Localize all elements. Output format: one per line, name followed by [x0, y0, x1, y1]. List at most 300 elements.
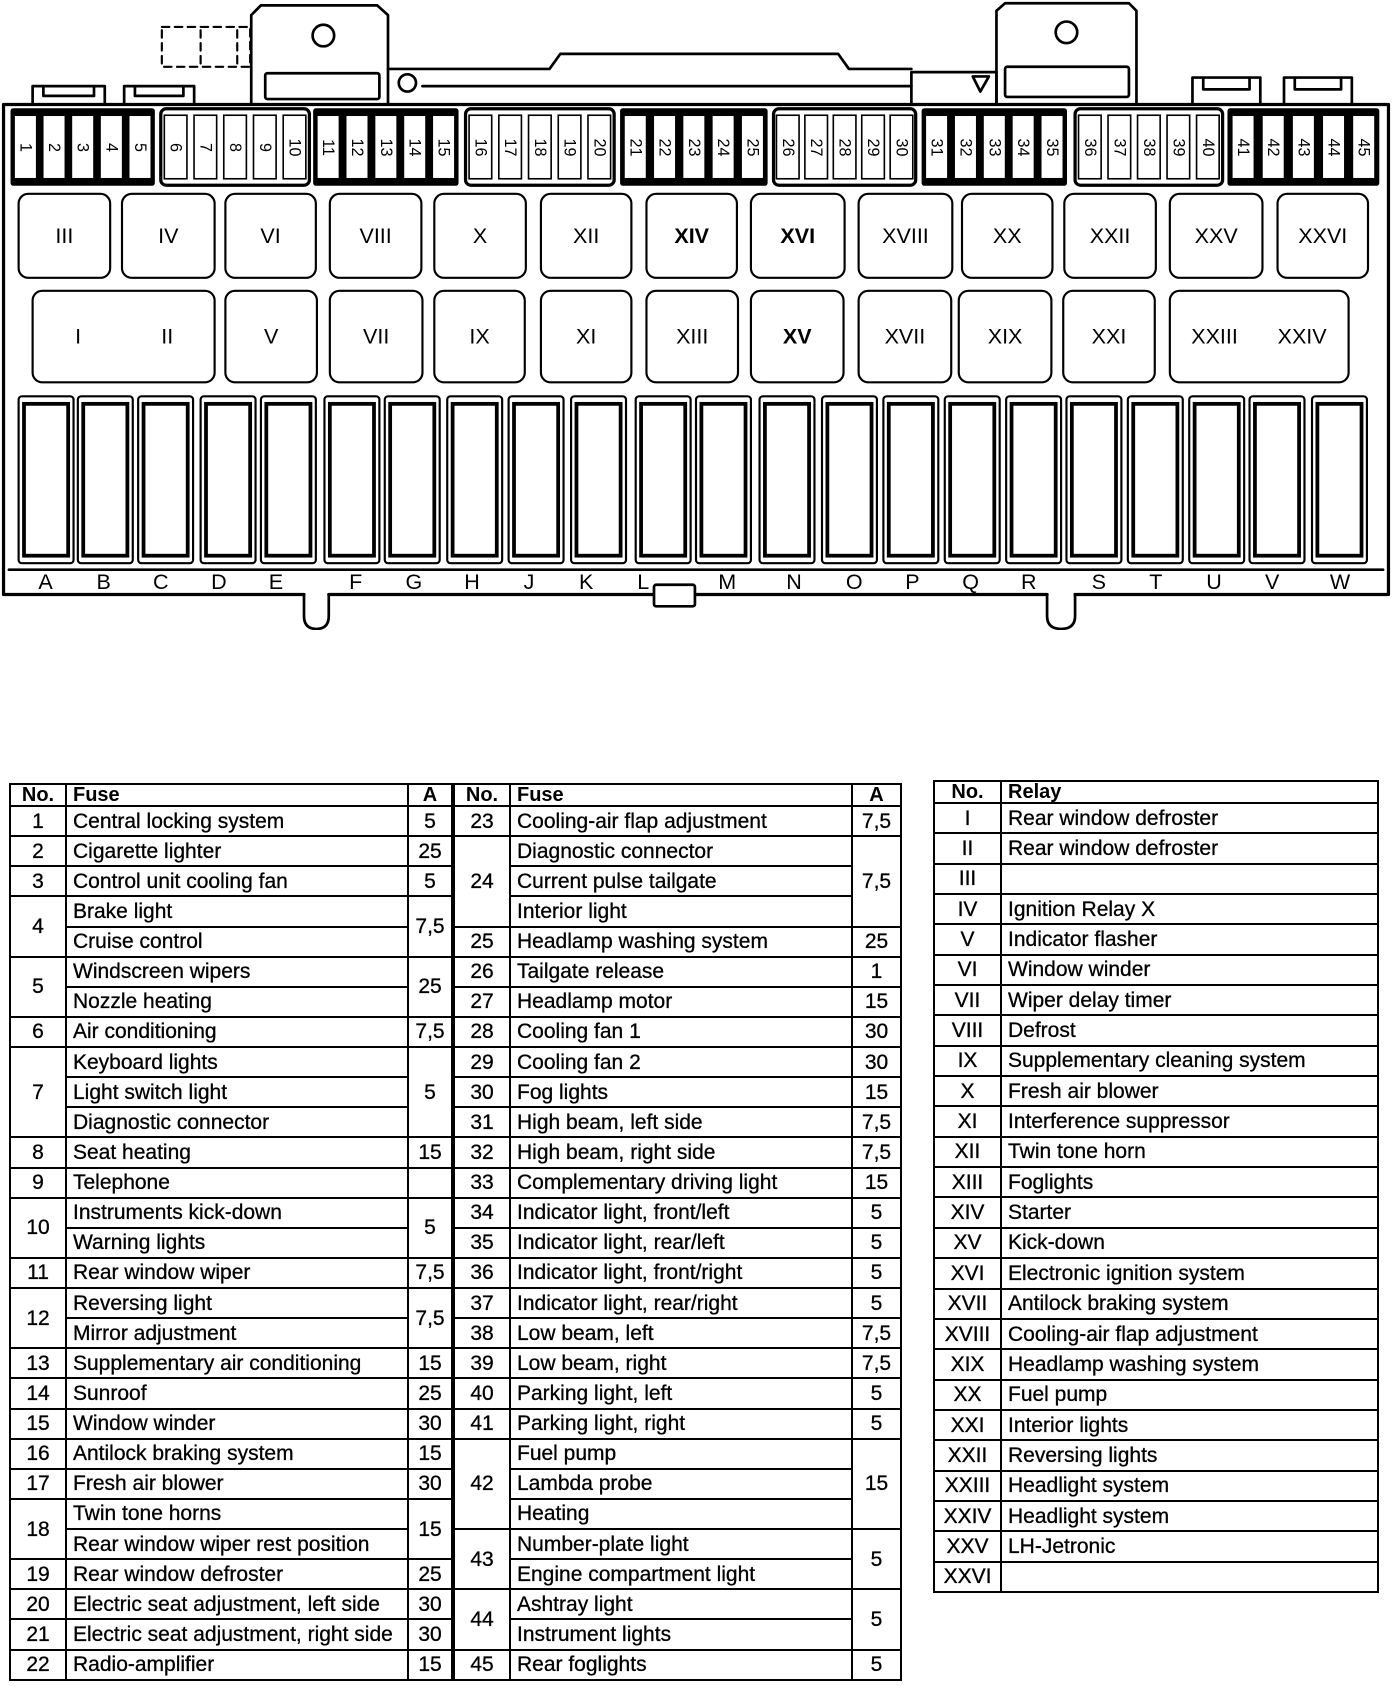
fuse-description-cell: Twin tone horns [66, 1499, 408, 1529]
fuse-description-cell: Sunroof [66, 1378, 408, 1408]
connector-slot [19, 396, 74, 594]
relay-socket [33, 291, 215, 383]
fuse-group [466, 109, 615, 185]
fuse-number-cell: 44 [453, 1589, 510, 1649]
connector-slot-letter: H [464, 570, 480, 595]
fuse-amperage-cell: 15 [408, 1137, 453, 1167]
connector-slot-letter: W [1329, 570, 1351, 595]
fuse-amperage-cell: 1 [852, 957, 901, 987]
relay-table-row [934, 924, 1378, 954]
mounting-tab-right-1 [1192, 78, 1260, 105]
connector-slot-letter: Q [962, 570, 979, 595]
connector-slot-insert [1255, 404, 1299, 556]
fuse-number-cell: 28 [453, 1017, 510, 1047]
fuse-amperage-cell: 5 [408, 1047, 453, 1137]
fuse-number-cell: 11 [10, 1258, 66, 1288]
relay-description-cell: Interior lights [1001, 1410, 1378, 1440]
fuse-slot-number: 33 [985, 138, 1004, 157]
fuse-table-row [10, 1107, 901, 1137]
relay-description-cell: Headlamp washing system [1001, 1349, 1378, 1379]
fuse-description-cell: Cooling fan 2 [510, 1047, 852, 1077]
connector-slot [509, 396, 564, 594]
relay-table-body [934, 803, 1378, 1592]
relay-socket-label: XI [575, 324, 597, 349]
fuse-number-cell: 2 [10, 836, 66, 866]
fuse-number-cell: 25 [453, 927, 510, 957]
fuse-amperage-cell: 30 [408, 1469, 453, 1499]
connector-slot-insert [514, 404, 558, 556]
fuse-description-cell: Brake light [66, 896, 408, 926]
fuse-table-row [10, 836, 901, 866]
relay-socket-label: I [75, 324, 82, 349]
relay-socket [1170, 291, 1349, 383]
fuse-amperage-cell: 5 [408, 866, 453, 896]
connector-slot-letter: M [718, 570, 737, 595]
connector-slot-letter: D [211, 570, 227, 595]
fuse-amperage-cell: 15 [408, 1348, 453, 1378]
fuse-amperage-cell: 5 [852, 1258, 901, 1288]
fuse-description-cell: Window winder [66, 1409, 408, 1439]
relay-number-cell: IX [934, 1046, 1001, 1076]
fuse-slot-number: 23 [684, 138, 703, 157]
connector-slot [385, 396, 440, 594]
fuse-group [621, 109, 767, 185]
fuse-description-cell: Windscreen wipers [66, 957, 408, 987]
relay-table [933, 780, 1379, 1593]
relay-row-top [19, 194, 1368, 278]
fuse-amperage-cell: 7,5 [852, 1318, 901, 1348]
fuse-box-diagram [0, 0, 1392, 630]
connector-slot [571, 396, 626, 594]
fuse-number-cell: 29 [453, 1047, 510, 1077]
connector-slot-insert [1133, 404, 1177, 556]
fuse-number-cell: 24 [453, 836, 510, 926]
relay-number-cell: XVII [934, 1289, 1001, 1319]
fuse-slot-number: 22 [655, 138, 674, 157]
fuse-slot-number: 37 [1110, 138, 1129, 157]
fuse-description-cell: Indicator light, rear/left [510, 1228, 852, 1258]
fuse-slot-number: 9 [255, 143, 274, 153]
fuse-amperage-cell: 5 [852, 1589, 901, 1649]
fuse-number-cell: 27 [453, 987, 510, 1017]
relay-number-cell: III [934, 864, 1001, 894]
fuse-amperage-cell: 7,5 [852, 1348, 901, 1378]
relay-socket [19, 194, 111, 278]
relay-description-cell: LH-Jetronic [1001, 1531, 1378, 1561]
fuse-amperage-cell: 25 [408, 836, 453, 866]
fuse-description-cell: Electric seat adjustment, left side [66, 1589, 408, 1619]
fuse-slot-number: 5 [130, 143, 149, 153]
relay-socket-label: IX [469, 324, 490, 349]
relay-number-cell: XX [934, 1380, 1001, 1410]
fuse-description-cell: Fuel pump [510, 1439, 852, 1469]
connector-slot [324, 396, 379, 594]
fuse-table-row [10, 927, 901, 957]
fuse-slot-number: 15 [434, 138, 453, 157]
relay-number-cell: XVIII [934, 1319, 1001, 1349]
fuse-description-cell: Complementary driving light [510, 1168, 852, 1198]
relay-number-cell: XXV [934, 1531, 1001, 1561]
fuse-description-cell: Instruments kick-down [66, 1198, 408, 1228]
fuse-description-cell: Instrument lights [510, 1619, 852, 1649]
fuse-slot-number: 36 [1080, 138, 1099, 157]
fuse-amperage-cell: 25 [852, 927, 901, 957]
fuse-table-row [10, 987, 901, 1017]
fuse-description-cell: Control unit cooling fan [66, 866, 408, 896]
fuse-description-cell: High beam, left side [510, 1107, 852, 1137]
relay-number-cell: VIII [934, 1015, 1001, 1045]
fuse-number-cell: 17 [10, 1469, 66, 1499]
relay-description-cell: Rear window defroster [1001, 803, 1378, 833]
relay-socket-label: XXI [1091, 324, 1127, 349]
fuse-description-cell: Headlamp washing system [510, 927, 852, 957]
fuse-description-cell: Fresh air blower [66, 1469, 408, 1499]
relay-number-cell: I [934, 803, 1001, 833]
connector-slot-letter: V [1264, 570, 1280, 595]
fuse-amperage-cell: 7,5 [852, 806, 901, 836]
fuse-description-cell: Lambda probe [510, 1469, 852, 1499]
fuse-number-cell: 23 [453, 806, 510, 836]
relay-description-cell: Defrost [1001, 1015, 1378, 1045]
connector-slot-insert [390, 404, 434, 556]
fuse-number-cell: 13 [10, 1348, 66, 1378]
fuse-amperage-cell: 5 [852, 1228, 901, 1258]
fuse-description-cell: Low beam, right [510, 1348, 852, 1378]
fuse-description-cell: Ashtray light [510, 1589, 852, 1619]
relay-socket-label: XIX [987, 324, 1023, 349]
fuse-amperage-cell: 5 [852, 1378, 901, 1408]
fuse-slot-number: 26 [778, 138, 797, 157]
relay-table-header-row [934, 781, 1378, 803]
fuse-number-cell: 19 [10, 1559, 66, 1589]
fuse-description-cell: Warning lights [66, 1228, 408, 1258]
fuse-slot-number: 21 [626, 138, 645, 157]
fuse-table-row [10, 1439, 901, 1469]
fuse-number-cell: 10 [10, 1198, 66, 1258]
fuse-slot-number: 12 [347, 138, 366, 157]
relay-row-bottom [33, 291, 1349, 383]
relay-table-row [934, 1046, 1378, 1076]
fuse-slot-number: 28 [835, 138, 854, 157]
fuse-table-row [10, 1137, 901, 1167]
relay-socket-label: II [161, 324, 174, 349]
relay-table-row [934, 1106, 1378, 1136]
fuse-number-cell: 9 [10, 1168, 66, 1198]
connector-slot-insert [330, 404, 374, 556]
fuse-description-cell: High beam, right side [510, 1137, 852, 1167]
fuse-table [9, 783, 902, 1681]
fuse-group [922, 109, 1066, 185]
fuse-description-cell: Mirror adjustment [66, 1318, 408, 1348]
fuse-description-cell: Indicator light, front/left [510, 1198, 852, 1228]
relay-socket [1064, 194, 1156, 278]
relay-table-row [934, 1197, 1378, 1227]
fuse-number-cell: 4 [10, 896, 66, 956]
fuse-slot-number: 11 [319, 139, 338, 156]
fuse-amperage-cell: 15 [408, 1439, 453, 1469]
relay-description-cell: Interference suppressor [1001, 1106, 1378, 1136]
relay-socket [859, 291, 952, 383]
relay-description-cell: Supplementary cleaning system [1001, 1046, 1378, 1076]
connector-slot-letter: U [1206, 570, 1222, 595]
fuse-table-row [10, 1318, 901, 1348]
relay-socket-label: XXIV [1277, 324, 1327, 349]
relay-socket [646, 291, 738, 383]
connector-slot-insert [701, 404, 745, 556]
mounting-hook-left [304, 594, 329, 628]
fuse-number-cell: 5 [10, 957, 66, 1017]
fuse-row [11, 109, 1379, 185]
connector-slot-letter: A [38, 570, 53, 595]
fuse-amperage-cell: 25 [408, 957, 453, 1017]
relay-socket-label: XXV [1194, 223, 1238, 248]
fuse-amperage-cell: 25 [408, 1378, 453, 1408]
fuse-slot-number: 44 [1324, 138, 1343, 157]
fuse-description-cell: Rear window wiper rest position [66, 1529, 408, 1559]
relay-number-cell: XVI [934, 1258, 1001, 1288]
fuse-number-cell: 26 [453, 957, 510, 987]
mounting-tab-right-2 [1284, 78, 1352, 105]
fuse-amperage-cell: 15 [852, 1439, 901, 1529]
connector-slot [1006, 396, 1061, 594]
connector-slot-letter: K [578, 570, 594, 595]
connector-slot-insert [950, 404, 994, 556]
relay-number-cell: XXI [934, 1410, 1001, 1440]
fuse-description-cell: Indicator light, rear/right [510, 1288, 852, 1318]
fuse-number-cell: 15 [10, 1409, 66, 1439]
fuse-table-header-fuse: Fuse [510, 784, 852, 806]
fuse-number-cell: 41 [453, 1409, 510, 1439]
fuse-number-cell: 45 [453, 1650, 510, 1681]
relay-socket-label: XIII [676, 324, 709, 349]
fuse-description-cell: Central locking system [66, 806, 408, 836]
mounting-tab-left-1 [33, 86, 105, 104]
fuse-table-row [10, 1258, 901, 1288]
fuse-description-cell: Low beam, left [510, 1318, 852, 1348]
small-hole [399, 74, 416, 91]
relay-description-cell: Twin tone horn [1001, 1137, 1378, 1167]
connector-slot-insert [1317, 404, 1361, 556]
relay-table-row [934, 1015, 1378, 1045]
fuse-description-cell: Nozzle heating [66, 987, 408, 1017]
fuse-amperage-cell: 7,5 [408, 1288, 453, 1348]
relay-description-cell: Foglights [1001, 1167, 1378, 1197]
connector-slot-letter: E [268, 570, 284, 595]
relay-socket [751, 194, 845, 278]
fuse-description-cell: Light switch light [66, 1077, 408, 1107]
connector-slot-insert [453, 404, 497, 556]
fuse-table-header-amps: A [852, 784, 901, 806]
relay-socket-label: XVI [780, 223, 816, 248]
relay-table-row [934, 1319, 1378, 1349]
relay-description-cell: Reversing lights [1001, 1440, 1378, 1470]
connector-slot [945, 396, 1000, 594]
relay-table-row [934, 864, 1378, 894]
relay-description-cell [1001, 864, 1378, 894]
relay-description-cell: Headlight system [1001, 1471, 1378, 1501]
relay-description-cell: Rear window defroster [1001, 833, 1378, 863]
fuse-description-cell: Reversing light [66, 1288, 408, 1318]
relay-number-cell: XIII [934, 1167, 1001, 1197]
relay-socket-label: XV [782, 324, 812, 349]
fuse-slot-number: 3 [73, 143, 92, 153]
fuse-group [11, 109, 154, 185]
relay-table-row [934, 1440, 1378, 1470]
mounting-hole-left [313, 25, 335, 47]
relay-description-cell: Cooling-air flap adjustment [1001, 1319, 1378, 1349]
relay-table-row [934, 1410, 1378, 1440]
fuse-number-cell: 32 [453, 1137, 510, 1167]
dashed-outline [162, 27, 250, 67]
fuse-amperage-cell: 30 [408, 1589, 453, 1619]
fuse-amperage-cell: 15 [852, 1168, 901, 1198]
relay-description-cell: Fresh air blower [1001, 1076, 1378, 1106]
fuse-description-cell: Diagnostic connector [66, 1107, 408, 1137]
connector-slot-insert [576, 404, 620, 556]
fuse-number-cell: 40 [453, 1378, 510, 1408]
fuse-description-cell: Diagnostic connector [510, 836, 852, 866]
fuse-table-row [10, 1348, 901, 1378]
relay-description-cell: Kick-down [1001, 1228, 1378, 1258]
fuse-number-cell: 20 [10, 1589, 66, 1619]
fuse-slot-number: 7 [196, 143, 215, 153]
relay-table-row [934, 1076, 1378, 1106]
fuse-group [774, 109, 916, 185]
connector-slot [760, 396, 815, 594]
fuse-table-row [10, 1650, 901, 1681]
fuse-table-row [10, 1168, 901, 1198]
connector-slot-letter: L [637, 570, 650, 595]
fuse-number-cell: 8 [10, 1137, 66, 1167]
tower-window-left [265, 73, 379, 99]
fuse-description-cell: Telephone [66, 1168, 408, 1198]
fuse-table-row [10, 957, 901, 987]
relay-socket-label: XIV [674, 223, 710, 248]
mounting-hole-right [1056, 22, 1078, 44]
fuse-amperage-cell: 30 [852, 1017, 901, 1047]
fuse-slot-number: 16 [471, 138, 490, 157]
fuse-slot-number: 32 [956, 138, 975, 157]
fuse-description-cell: Parking light, right [510, 1409, 852, 1439]
fuse-slot-number: 31 [927, 138, 946, 157]
relay-table-row [934, 1471, 1378, 1501]
relay-number-cell: X [934, 1076, 1001, 1106]
relay-table-row [934, 1167, 1378, 1197]
fuse-slot-number: 45 [1354, 138, 1373, 157]
connector-slot [636, 396, 691, 594]
fuse-number-cell: 16 [10, 1439, 66, 1469]
relay-socket-label: XXVI [1298, 223, 1348, 248]
fuse-slot-number: 17 [501, 138, 520, 157]
fuse-amperage-cell: 25 [408, 1559, 453, 1589]
relay-description-cell: Ignition Relay X [1001, 894, 1378, 924]
fuse-description-cell: Heating [510, 1499, 852, 1529]
fuse-number-cell: 14 [10, 1378, 66, 1408]
fuse-description-cell: Cigarette lighter [66, 836, 408, 866]
relay-table-row [934, 1380, 1378, 1410]
fuse-group [1075, 109, 1223, 185]
fuse-amperage-cell: 7,5 [852, 1137, 901, 1167]
relay-socket-label: IV [158, 223, 179, 248]
relay-number-cell: XIX [934, 1349, 1001, 1379]
relay-socket [330, 194, 422, 278]
connector-slot-insert [206, 404, 250, 556]
fuse-amperage-cell: 7,5 [852, 1107, 901, 1137]
relay-table-row [934, 803, 1378, 833]
fuse-description-cell: Headlamp motor [510, 987, 852, 1017]
fuse-table-header-fuse: Fuse [66, 784, 408, 806]
connector-slot [261, 396, 316, 594]
fuse-description-cell: Cooling fan 1 [510, 1017, 852, 1047]
relay-socket [859, 194, 953, 278]
fuse-slot-number: 29 [864, 138, 883, 157]
connector-slot [1189, 396, 1244, 594]
connector-slot-insert [1072, 404, 1116, 556]
relay-socket [751, 291, 844, 383]
relay-number-cell: XI [934, 1106, 1001, 1136]
fuse-number-cell: 37 [453, 1288, 510, 1318]
fuse-slot-number: 42 [1264, 138, 1283, 157]
relay-description-cell: Starter [1001, 1197, 1378, 1227]
relay-description-cell: Indicator flasher [1001, 924, 1378, 954]
connector-slot [1250, 396, 1305, 594]
relay-number-cell: XII [934, 1137, 1001, 1167]
fuse-number-cell: 31 [453, 1107, 510, 1137]
fuse-number-cell: 43 [453, 1529, 510, 1589]
fuse-amperage-cell: 5 [852, 1529, 901, 1589]
relay-socket [1063, 291, 1155, 383]
connector-slot-insert [641, 404, 685, 556]
fuse-amperage-cell: 30 [408, 1619, 453, 1649]
fuse-description-cell: Current pulse tailgate [510, 866, 852, 896]
fuse-description-cell: Rear window defroster [66, 1559, 408, 1589]
connector-slot [1128, 396, 1183, 594]
fuse-description-cell: Cruise control [66, 927, 408, 957]
fuse-slot-number: 20 [590, 138, 609, 157]
fuse-description-cell: Parking light, left [510, 1378, 852, 1408]
fuse-description-cell: Radio-amplifier [66, 1650, 408, 1681]
relay-socket-label: XVIII [882, 223, 929, 248]
connector-slot [822, 396, 877, 594]
mounting-hook-right [1047, 594, 1075, 628]
fuse-number-cell: 6 [10, 1017, 66, 1047]
connector-slot [447, 396, 502, 594]
fuse-amperage-cell: 5 [852, 1198, 901, 1228]
fuse-number-cell: 3 [10, 866, 66, 896]
fuse-number-cell: 33 [453, 1168, 510, 1198]
fuse-amperage-cell: 30 [852, 1047, 901, 1077]
fuse-table-row [10, 1409, 901, 1439]
relay-number-cell: XXIII [934, 1471, 1001, 1501]
relay-table-row [934, 955, 1378, 985]
fuse-slot-number: 19 [560, 138, 579, 157]
relay-socket-label: XX [992, 223, 1022, 248]
arrow-marker [973, 76, 989, 91]
relay-table-header-no: No. [934, 781, 1001, 803]
fuse-slot-number: 43 [1294, 138, 1313, 157]
fuse-number-cell: 39 [453, 1348, 510, 1378]
relay-socket-label: XXIII [1191, 324, 1238, 349]
fuse-description-cell: Air conditioning [66, 1017, 408, 1047]
fuse-amperage-cell: 7,5 [408, 896, 453, 956]
fuse-description-cell: Number-plate light [510, 1529, 852, 1559]
fuse-slot-number: 8 [226, 143, 245, 153]
connector-slot [78, 396, 133, 594]
fuse-amperage-cell: 5 [408, 1198, 453, 1258]
relay-socket-label: XII [572, 223, 600, 248]
fuse-number-cell: 38 [453, 1318, 510, 1348]
relay-socket [330, 291, 423, 383]
